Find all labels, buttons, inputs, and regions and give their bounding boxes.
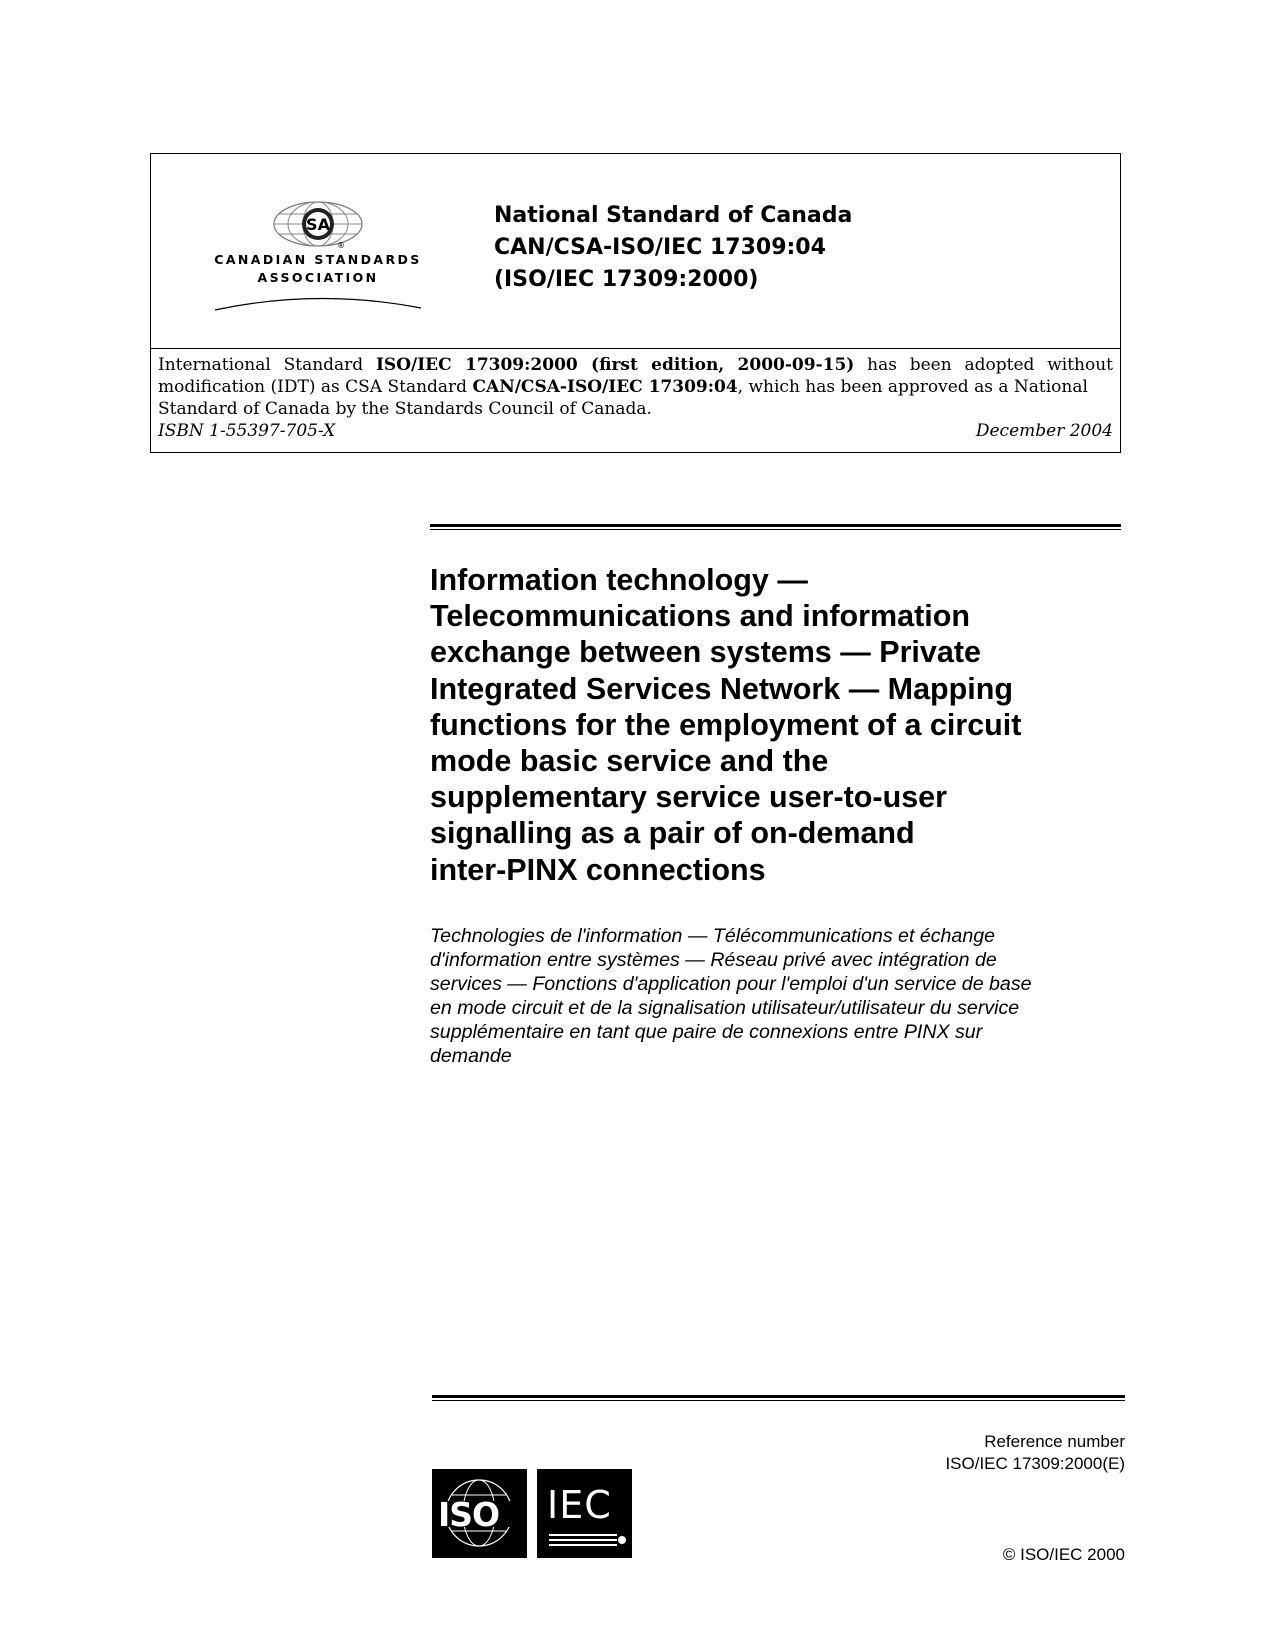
title-en-line: supplementary service user-to-user (430, 780, 948, 815)
csa-header-box (150, 153, 1121, 453)
title-en-line: mode basic service and the (430, 744, 829, 779)
adoption-text-4: , which has been approved as a National (737, 377, 1088, 397)
title-en-line: Integrated Services Network — Mapping (430, 671, 1014, 706)
document-title-en (430, 562, 1110, 888)
iec-logo (537, 1469, 632, 1558)
adoption-text-5: Standard of Canada by the Standards Council of Canada. (158, 399, 652, 419)
svg-text:SA: SA (306, 215, 330, 234)
csa-logo-line2: ASSOCIATION (257, 270, 379, 285)
csa-swoosh-icon (213, 294, 423, 314)
publication-date: December 2004 (975, 421, 1113, 441)
adoption-bold-1: ISO/IEC 17309:2000 (first edition, 2000-09-15) (375, 355, 855, 375)
csa-logo-line1: CANADIAN STANDARDS (214, 252, 422, 267)
csa-title-line2: CAN/CSA-ISO/IEC 17309:04 (494, 235, 826, 260)
title-en-line: Information technology — (430, 563, 808, 597)
title-fr-line: services — Fonctions d'application pour l'emploi d'un service de base (430, 973, 1032, 995)
title-fr-line: en mode circuit et de la signalisation utilisateur/utilisateur du service (430, 997, 1020, 1019)
top-double-rule (430, 524, 1121, 530)
adoption-bold-2: CAN/CSA-ISO/IEC 17309:04 (472, 377, 738, 397)
csa-logo (213, 196, 423, 316)
bottom-double-rule (432, 1395, 1125, 1401)
iso-logo-text: ISO (438, 1495, 500, 1534)
csa-adoption-statement (158, 354, 1113, 420)
adoption-text-1: International Standard (158, 355, 376, 375)
title-fr-line: Technologies de l'information — Télécommunications et échange (430, 925, 996, 947)
csa-titles (494, 200, 852, 296)
title-fr-line: demande (430, 1045, 512, 1067)
title-fr-line: d'information entre systèmes — Réseau privé avec intégration de (430, 949, 997, 971)
title-en-line: exchange between systems — Private (430, 635, 981, 670)
csa-header-top (151, 154, 1120, 349)
title-en-line: inter-PINX connections (430, 852, 766, 887)
csa-title-line1: National Standard of Canada (494, 203, 853, 228)
iec-logo-text: IEC (547, 1483, 612, 1527)
reference-number: ISO/IEC 17309:2000(E) (945, 1454, 1125, 1473)
iec-lines-icon (537, 1469, 632, 1558)
title-en-line: Telecommunications and information (430, 599, 971, 634)
iso-logo (432, 1469, 527, 1558)
reference-label: Reference number (984, 1432, 1125, 1451)
isbn: ISBN 1-55397-705-X (158, 421, 336, 441)
title-en-line: functions for the employment of a circuit (430, 707, 1022, 742)
isbn-date-row (158, 420, 1113, 442)
title-fr-line: supplémentaire en tant que paire de connexions entre PINX sur (430, 1021, 983, 1043)
title-en-line: signalling as a pair of on-demand (430, 816, 915, 851)
csa-globe-icon (213, 196, 423, 256)
adoption-text-3: modification (IDT) as CSA Standard (158, 377, 473, 397)
adoption-text-2: has been adopted without (854, 355, 1113, 375)
reference-block (945, 1431, 1125, 1475)
copyright: © ISO/IEC 2000 (1002, 1545, 1125, 1564)
document-title-fr (430, 924, 1110, 1068)
csa-title-line3: (ISO/IEC 17309:2000) (494, 267, 759, 292)
svg-text:®: ® (337, 241, 345, 250)
